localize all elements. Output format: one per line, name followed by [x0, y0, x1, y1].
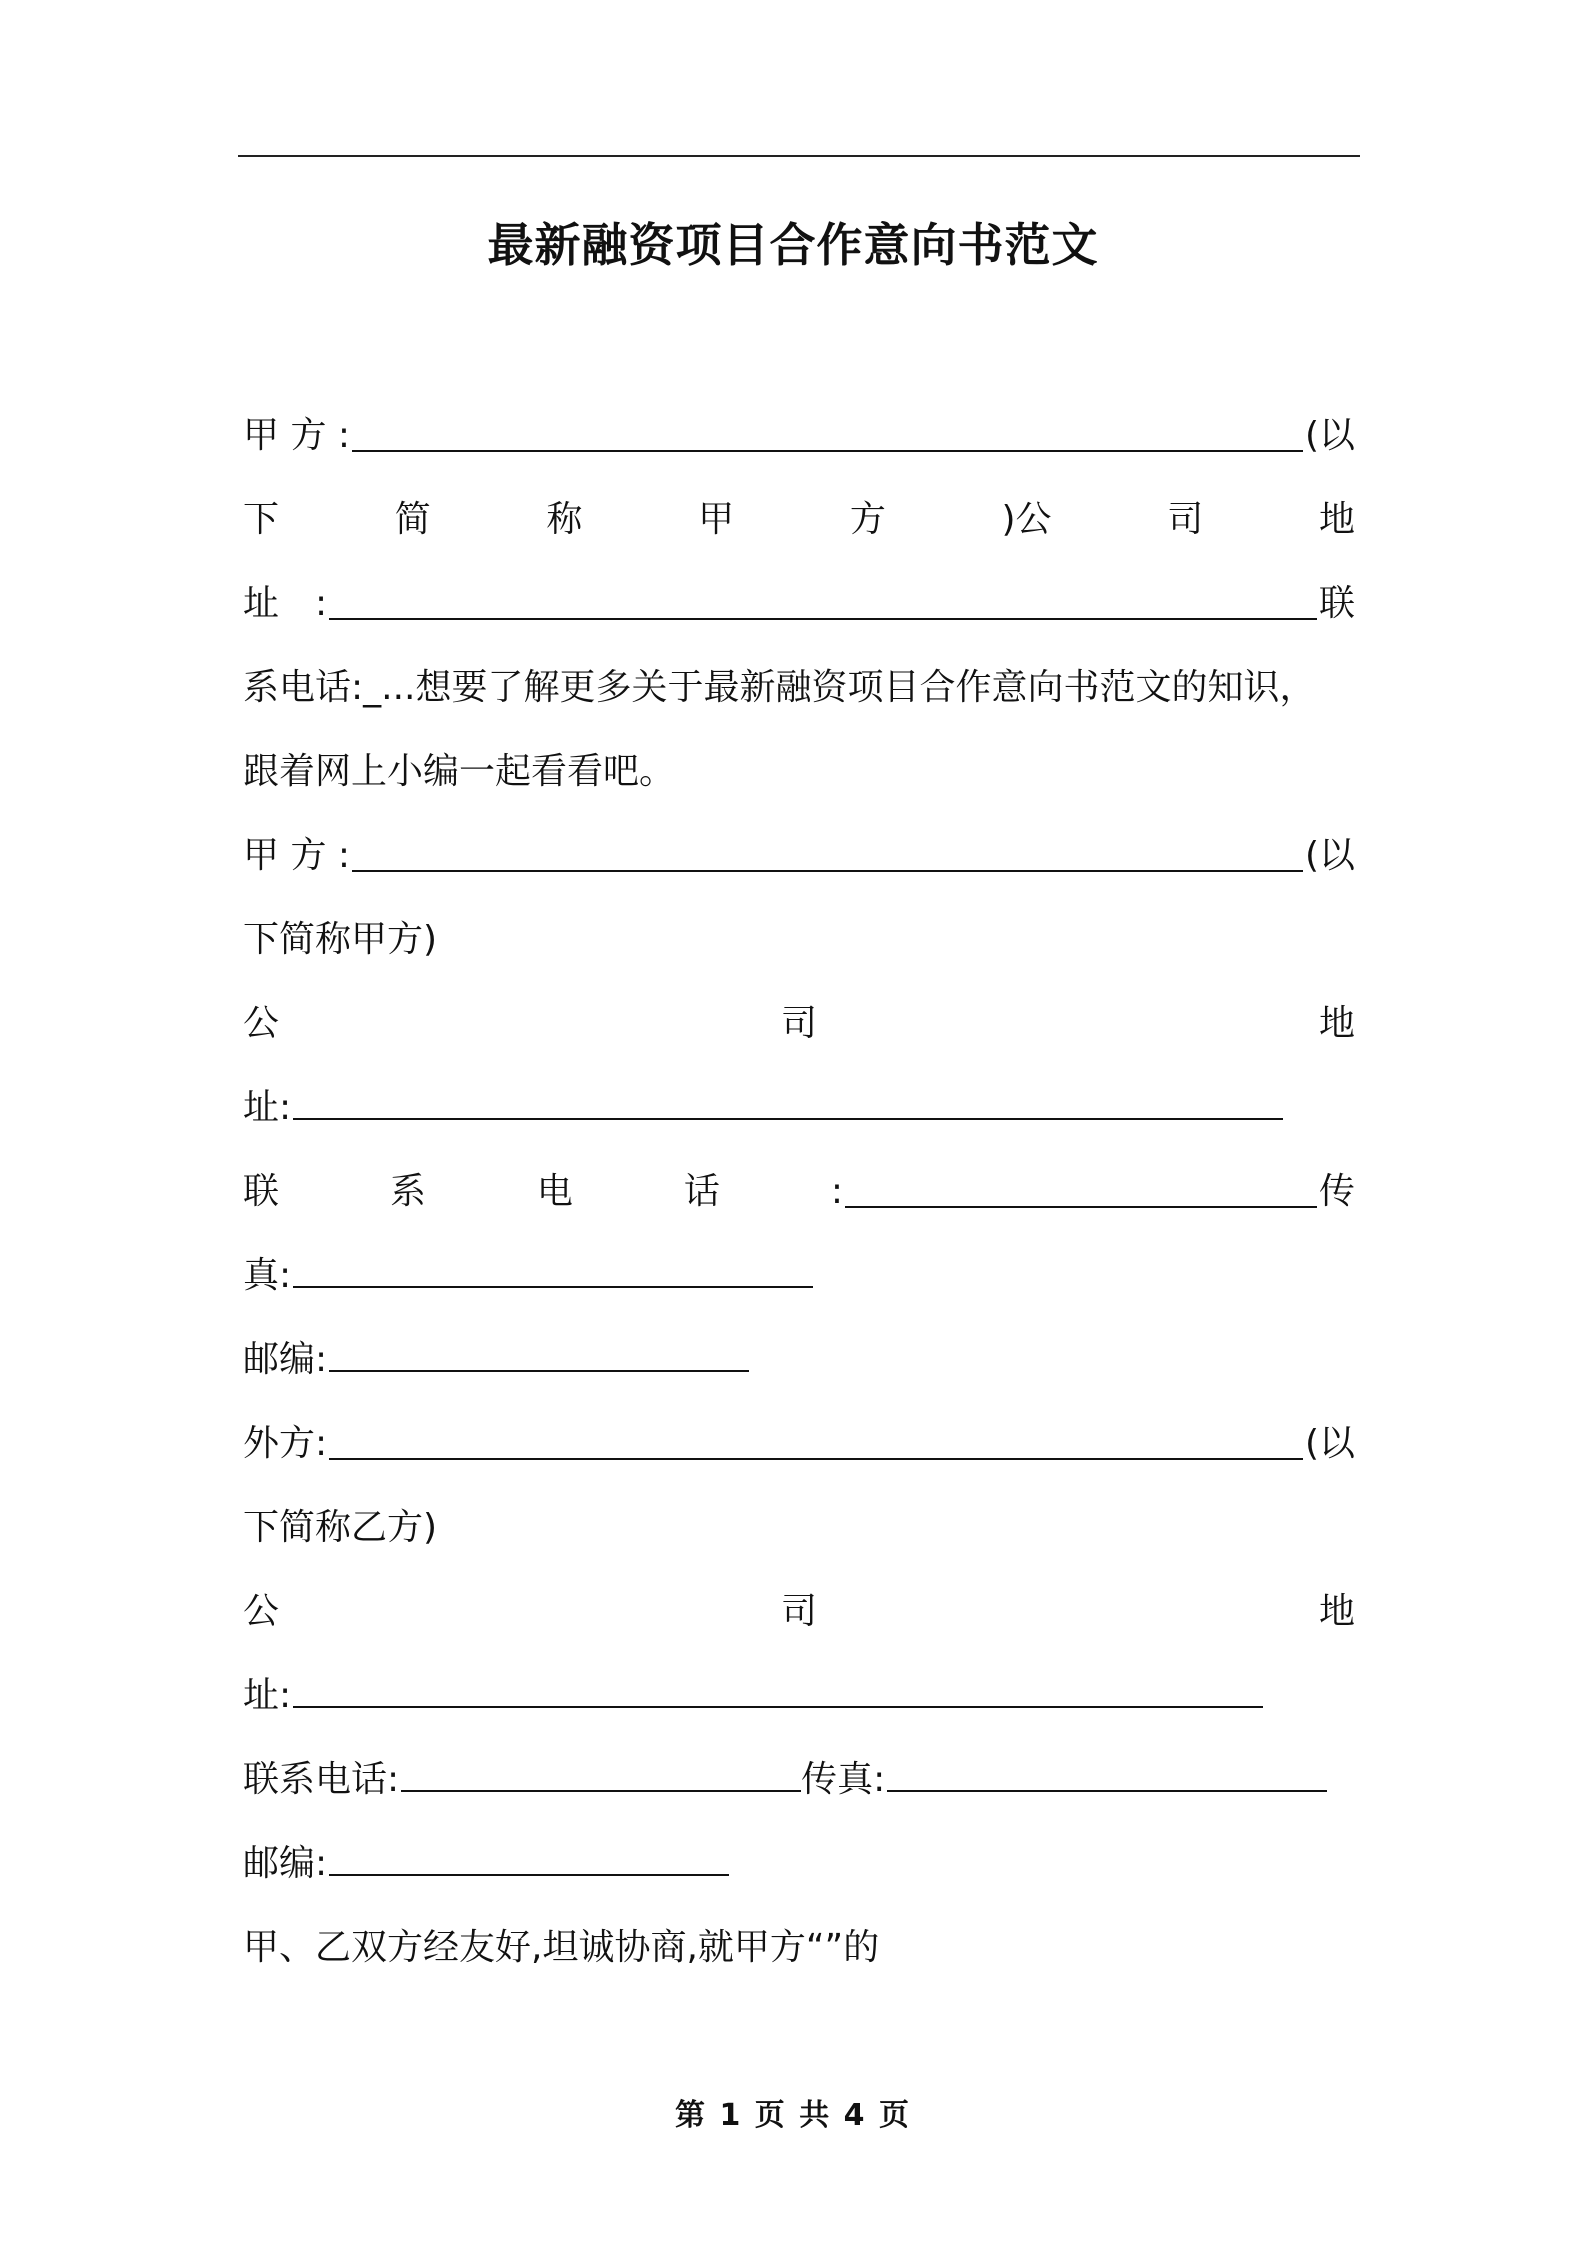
line-fax-field: [243, 1246, 1355, 1330]
line-phone-fax-b: [243, 1750, 1355, 1834]
label: 联系电话:: [243, 1759, 400, 1800]
label: 址:: [243, 1087, 292, 1128]
line-postcode-field: [243, 1330, 1355, 1414]
line-abbrev-b: 下简称乙方): [243, 1507, 438, 1548]
line-party-a: [243, 406, 1355, 490]
page-footer: 第 1 页 共 4 页: [675, 2098, 911, 2133]
word: 公: [243, 1591, 280, 1632]
word: 司: [780, 1591, 817, 1632]
blank-field: [329, 1330, 749, 1372]
blank-field: [329, 1414, 1303, 1460]
line-address: [243, 574, 1355, 658]
word: :: [830, 1171, 843, 1212]
line-address-field-b: [243, 1666, 1355, 1750]
word: 简: [394, 499, 431, 540]
header-rule: [238, 155, 1360, 157]
blank-field: [293, 1246, 813, 1288]
word: 司: [780, 1003, 817, 1044]
line-company-address: [243, 994, 1355, 1078]
blank-field: [329, 1834, 729, 1876]
word: 司: [1167, 499, 1204, 540]
label: 外方:: [243, 1423, 328, 1464]
blank-field: [887, 1750, 1327, 1792]
document-body: [243, 406, 1355, 2002]
blank-field: [329, 574, 1317, 620]
word: 地: [1318, 1591, 1355, 1632]
blank-field: [293, 1078, 1283, 1120]
blank-field: [352, 406, 1303, 452]
phone-label-group: [243, 1162, 843, 1246]
word: 方: [849, 499, 886, 540]
word: 地: [1318, 1003, 1355, 1044]
line-party-b: [243, 1414, 1355, 1498]
text: (以: [1304, 835, 1355, 876]
text: (以: [1304, 415, 1355, 456]
text: (以: [1304, 1423, 1355, 1464]
blank-field: [293, 1666, 1263, 1708]
label: 邮编:: [243, 1843, 328, 1884]
blank-field: [845, 1162, 1317, 1208]
word: 甲: [698, 499, 735, 540]
label: 邮编:: [243, 1339, 328, 1380]
line-justified: [243, 490, 1355, 574]
label: 甲 方 :: [243, 415, 351, 456]
line-intro: 系电话:_...想要了解更多关于最新融资项目合作意向书范文的知识，: [243, 667, 1316, 708]
word: 系: [389, 1171, 426, 1212]
blank-field: [401, 1750, 801, 1792]
line-abbrev-a: 下简称甲方): [243, 919, 438, 960]
line-intro-2: 跟着网上小编一起看看吧。: [243, 751, 676, 792]
word: 联: [243, 1171, 280, 1212]
line-address-field: [243, 1078, 1355, 1162]
line-company-address-b: [243, 1582, 1355, 1666]
label: 址 :: [243, 583, 328, 624]
word: 电: [536, 1171, 573, 1212]
text: 联: [1318, 583, 1355, 624]
blank-field: [352, 826, 1303, 872]
word: 地: [1318, 499, 1355, 540]
label: 传真:: [801, 1759, 886, 1800]
word: 话: [683, 1171, 720, 1212]
word: 公: [243, 1003, 280, 1044]
word: 称: [546, 499, 583, 540]
text: 传: [1318, 1171, 1355, 1212]
line-postcode-field-b: [243, 1834, 1355, 1918]
line-phone-fax: [243, 1162, 1355, 1246]
label: 址:: [243, 1675, 292, 1716]
label: 真:: [243, 1255, 292, 1296]
document-title: 最新融资项目合作意向书范文: [487, 218, 1099, 272]
line-agreement: 甲、乙双方经友好,坦诚协商,就甲方“”的: [243, 1927, 880, 1968]
label: 甲 方 :: [243, 835, 351, 876]
word: 下: [243, 499, 280, 540]
line-party-a-2: [243, 826, 1355, 910]
word: )公: [1001, 499, 1052, 540]
